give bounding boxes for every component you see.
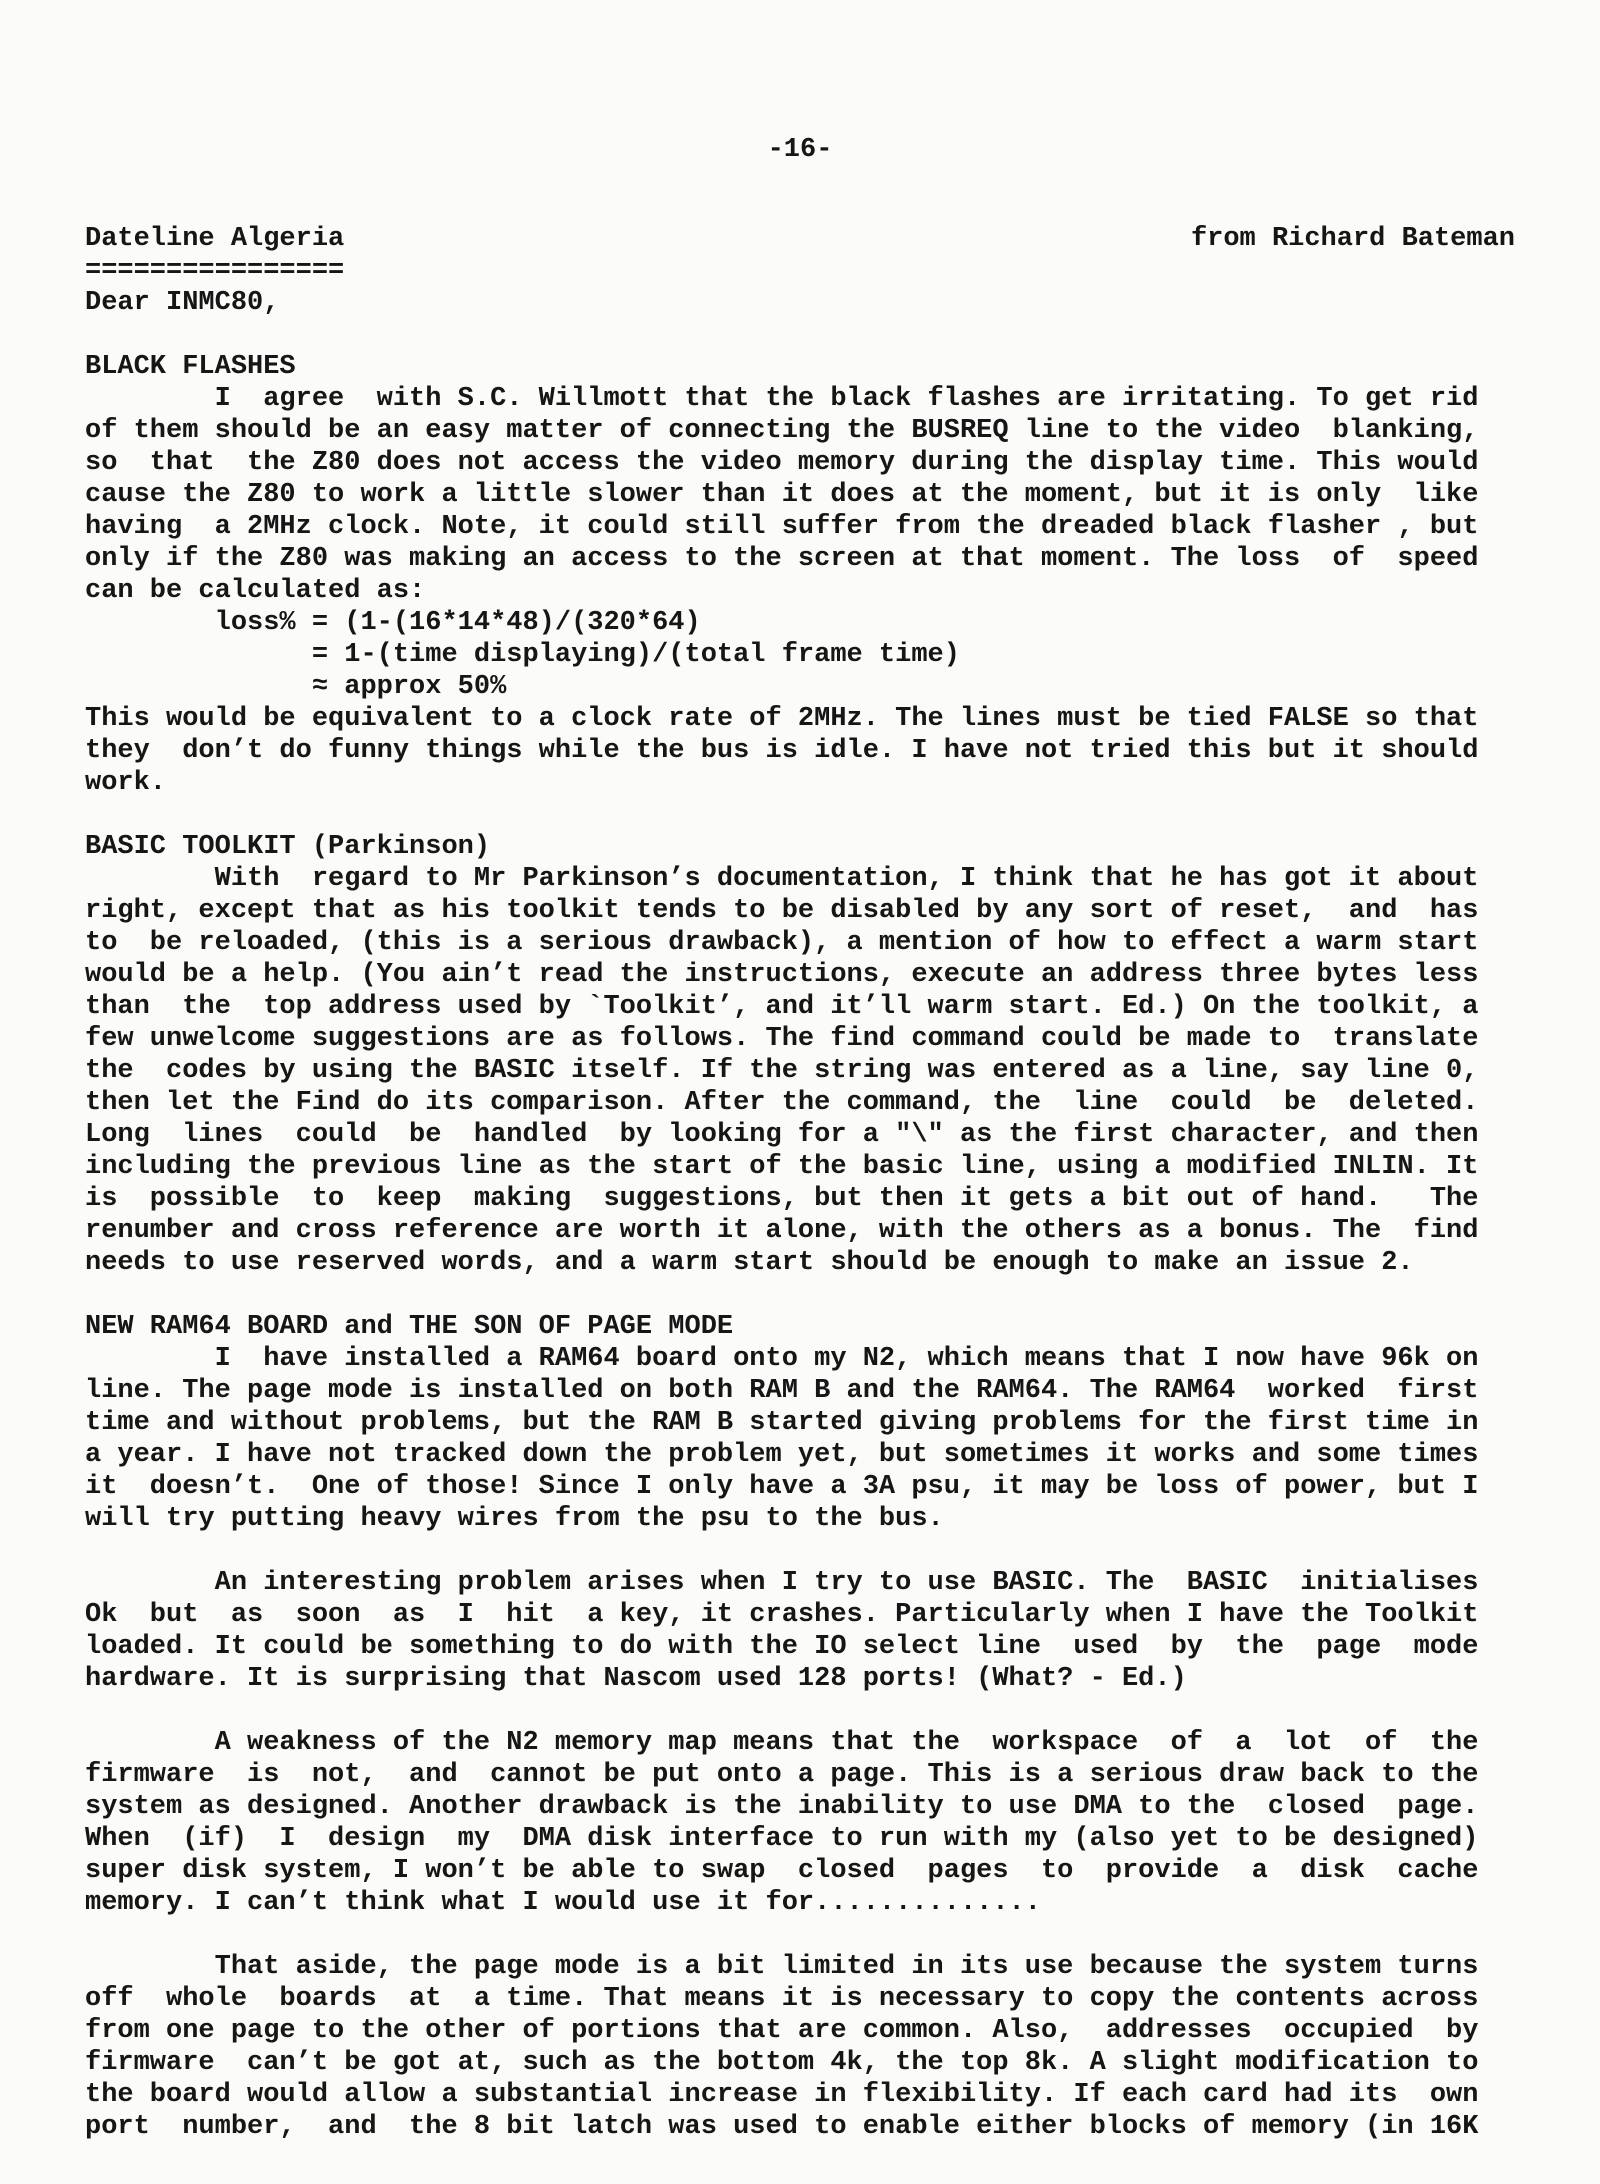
blank-line xyxy=(85,799,1515,831)
blank-line xyxy=(85,1695,1515,1727)
text-line: I agree with S.C. Willmott that the black flashes are irritating. To get rid xyxy=(85,384,1479,414)
text-line: With regard to Mr Parkinson’s documentation, I think that he has got it about xyxy=(85,864,1479,894)
text-line: they don’t do funny things while the bus is idle. I have not tried this but it should xyxy=(85,736,1479,766)
text-line: This would be equivalent to a clock rate of 2MHz. The lines must be tied FALSE so that xyxy=(85,704,1479,734)
text-line: off whole boards at a time. That means it is necessary to copy the contents across xyxy=(85,1984,1479,2014)
text-line: would be a help. (You ain’t read the instructions, execute an address three bytes less xyxy=(85,960,1479,990)
text-line: only if the Z80 was making an access to the screen at that moment. The loss of speed xyxy=(85,544,1479,574)
text-line: I have installed a RAM64 board onto my N2, which means that I now have 96k on xyxy=(85,1344,1479,1374)
text-line: memory. I can’t think what I would use it for.............. xyxy=(85,1888,1041,1918)
text-line: so that the Z80 does not access the video memory during the display time. This would xyxy=(85,448,1479,478)
text-line: firmware can’t be got at, such as the bottom 4k, the top 8k. A slight modification to xyxy=(85,2048,1479,2078)
section-basic-toolkit xyxy=(85,831,1515,1279)
text-line: time and without problems, but the RAM B started giving problems for the first time in xyxy=(85,1408,1479,1438)
blank-line xyxy=(85,1279,1515,1311)
text-line: line. The page mode is installed on both RAM B and the RAM64. The RAM64 worked first xyxy=(85,1376,1479,1406)
blank-line xyxy=(85,319,1515,351)
formula-line: loss% = (1-(16*14*48)/(320*64) xyxy=(85,608,701,638)
text-line: then let the Find do its comparison. After the command, the line could be deleted. xyxy=(85,1088,1479,1118)
text-line: needs to use reserved words, and a warm start should be enough to make an issue 2. xyxy=(85,1248,1414,1278)
attribution: from Richard Bateman xyxy=(1190,224,1515,254)
text-line: than the top address used by `Toolkit’, and it’ll warm start. Ed.) On the toolkit, a xyxy=(85,992,1479,1022)
section-black-flashes xyxy=(85,351,1515,799)
text-line: port number, and the 8 bit latch was used to enable either blocks of memory (in 16K xyxy=(85,2112,1479,2142)
letter-header xyxy=(85,223,1515,255)
formula-line: ≈ approx 50% xyxy=(85,672,507,702)
text-line: the board would allow a substantial increase in flexibility. If each card had its own xyxy=(85,2080,1479,2110)
section-new-ram64-board xyxy=(85,1311,1515,2143)
text-line: firmware is not, and cannot be put onto a page. This is a serious draw back to the xyxy=(85,1760,1479,1790)
text-line: hardware. It is surprising that Nascom used 128 ports! (What? - Ed.) xyxy=(85,1664,1187,1694)
text-line: A weakness of the N2 memory map means that the workspace of a lot of the xyxy=(85,1728,1479,1758)
text-line: Ok but as soon as I hit a key, it crashes. Particularly when I have the Toolkit xyxy=(85,1600,1479,1630)
dateline: Dateline Algeria xyxy=(85,224,345,254)
text-line: to be reloaded, (this is a serious drawback), a mention of how to effect a warm start xyxy=(85,928,1479,958)
text-line: work. xyxy=(85,768,167,798)
dateline-underline: ================ xyxy=(85,256,345,286)
text-line: When (if) I design my DMA disk interface to run with my (also yet to be designed) xyxy=(85,1824,1479,1854)
formula-line: = 1-(time displaying)/(total frame time) xyxy=(85,640,960,670)
section-heading: NEW RAM64 BOARD and THE SON OF PAGE MODE xyxy=(85,1312,734,1342)
text-line: of them should be an easy matter of connecting the BUSREQ line to the video blanking, xyxy=(85,416,1479,446)
text-line: is possible to keep making suggestions, but then it gets a bit out of hand. The xyxy=(85,1184,1479,1214)
text-line: the codes by using the BASIC itself. If the string was entered as a line, say line 0, xyxy=(85,1056,1479,1086)
text-line: super disk system, I won’t be able to swap closed pages to provide a disk cache xyxy=(85,1856,1479,1886)
blank-line xyxy=(85,1919,1515,1951)
blank-line xyxy=(85,1535,1515,1567)
text-line: including the previous line as the start of the basic line, using a modified INLIN. It xyxy=(85,1152,1479,1182)
text-line: system as designed. Another drawback is the inability to use DMA to the closed page. xyxy=(85,1792,1479,1822)
text-line: cause the Z80 to work a little slower than it does at the moment, but it is only like xyxy=(85,480,1479,510)
text-line: a year. I have not tracked down the problem yet, but sometimes it works and some times xyxy=(85,1440,1479,1470)
text-line: will try putting heavy wires from the psu to the bus. xyxy=(85,1504,944,1534)
text-line: can be calculated as: xyxy=(85,576,426,606)
section-heading: BASIC TOOLKIT (Parkinson) xyxy=(85,832,491,862)
text-line: renumber and cross reference are worth it alone, with the others as a bonus. The find xyxy=(85,1216,1479,1246)
text-line: Long lines could be handled by looking for a "\" as the first character, and then xyxy=(85,1120,1479,1150)
text-line: having a 2MHz clock. Note, it could still suffer from the dreaded black flasher , but xyxy=(85,512,1479,542)
section-heading: BLACK FLASHES xyxy=(85,352,296,382)
text-line: That aside, the page mode is a bit limited in its use because the system turns xyxy=(85,1952,1479,1982)
salutation: Dear INMC80, xyxy=(85,288,280,318)
text-line: loaded. It could be something to do with the IO select line used by the page mode xyxy=(85,1632,1479,1662)
text-line: An interesting problem arises when I try to use BASIC. The BASIC initialises xyxy=(85,1568,1479,1598)
text-line: few unwelcome suggestions are as follows. The find command could be made to translate xyxy=(85,1024,1479,1054)
page-number: -16- xyxy=(767,135,833,165)
text-line: right, except that as his toolkit tends to be disabled by any sort of reset, and has xyxy=(85,896,1479,926)
text-line: from one page to the other of portions that are common. Also, addresses occupied by xyxy=(85,2016,1479,2046)
text-line: it doesn’t. One of those! Since I only have a 3A psu, it may be loss of power, but I xyxy=(85,1472,1479,1502)
